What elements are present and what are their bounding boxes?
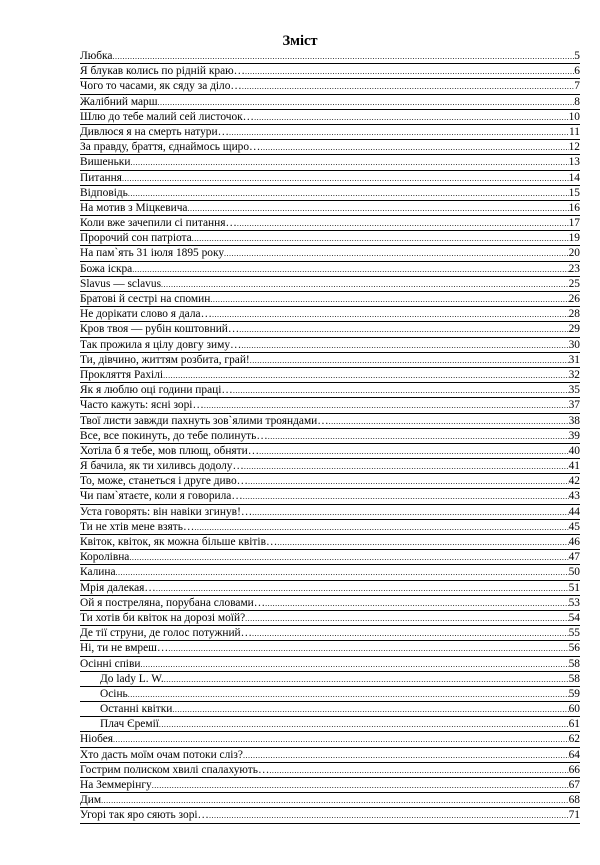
toc-entry-page-number: 20 [568, 247, 580, 260]
toc-entry [80, 550, 580, 565]
toc-entry-title: Хотіла б я тебе, мов плющ, обняти… [80, 444, 260, 457]
toc-entry [80, 383, 580, 398]
toc-entry-title: На Земмерінгу [80, 779, 152, 791]
toc-entry [80, 322, 580, 337]
toc-entry [80, 520, 580, 535]
toc-entry-page-number: 39 [568, 429, 580, 442]
toc-entry-page-number: 37 [568, 399, 580, 412]
toc-entry-page-number: 50 [568, 566, 580, 579]
toc-entry-page-number: 16 [568, 201, 580, 214]
dot-leader [172, 702, 568, 717]
toc-entry [80, 186, 580, 201]
toc-entry-title: То, може, станеться і друге диво… [80, 475, 249, 488]
dot-leader [130, 155, 568, 170]
toc-entry-title: Де тії струни, де голос потужний… [80, 627, 253, 640]
dot-leader [192, 231, 569, 246]
toc-entry [80, 414, 580, 429]
toc-entry [80, 763, 580, 778]
toc-entry-title: Питання [80, 171, 122, 184]
dot-leader [243, 489, 569, 504]
toc-entry-title: Так прожила я цілу довгу зиму… [80, 338, 242, 351]
dot-leader [161, 277, 569, 292]
toc-entry-page-number: 25 [568, 277, 580, 290]
toc-entry-title: Як я люблю оці години праці… [80, 384, 233, 397]
table-of-contents [80, 49, 580, 824]
toc-entry-page-number: 13 [568, 156, 580, 169]
toc-entry-title: Королівна [80, 551, 130, 564]
toc-entry-page-number: 58 [568, 672, 580, 685]
toc-entry-title: Ти хотів би квіток на дорозі моїй? [80, 611, 246, 624]
dot-leader [163, 368, 569, 383]
toc-entry-page-number: 55 [568, 627, 580, 640]
toc-entry [80, 277, 580, 292]
toc-entry [80, 641, 580, 656]
toc-entry [80, 626, 580, 641]
dot-leader [187, 201, 568, 216]
dot-leader [204, 398, 569, 413]
toc-entry [80, 702, 580, 717]
toc-entry-title: Чого то часами, як сяду за діло… [80, 80, 242, 93]
dot-leader [242, 79, 574, 94]
toc-entry-page-number: 30 [568, 338, 580, 351]
toc-entry [80, 657, 580, 672]
toc-entry [80, 338, 580, 353]
toc-entry-page-number: 29 [568, 323, 580, 336]
dot-leader [212, 307, 569, 322]
toc-entry-page-number: 5 [574, 50, 580, 62]
toc-entry-page-number: 54 [568, 611, 580, 624]
toc-entry-title: Жалібний марш [80, 95, 158, 108]
dot-leader [248, 474, 569, 489]
dot-leader [260, 140, 568, 155]
toc-entry [80, 368, 580, 383]
toc-entry-page-number: 10 [568, 110, 580, 123]
toc-entry-title: Осінні співи [80, 657, 141, 670]
toc-entry [80, 489, 580, 504]
toc-entry-title: Пророчий сон патріота [80, 232, 192, 245]
toc-entry-page-number: 67 [568, 779, 580, 791]
toc-entry-title: Гострим полиском хвилі спалахують… [80, 763, 270, 776]
toc-entry-title: Дивлюся я на смерть натури… [80, 125, 229, 138]
toc-entry [80, 808, 580, 823]
toc-entry [80, 140, 580, 155]
toc-entry [80, 201, 580, 216]
dot-leader [243, 748, 569, 763]
toc-entry-page-number: 8 [574, 95, 580, 108]
toc-entry [80, 262, 580, 277]
toc-entry [80, 687, 580, 702]
toc-entry [80, 748, 580, 763]
toc-entry-page-number: 62 [568, 733, 580, 746]
toc-entry-title: На мотив з Міцкевича [80, 201, 188, 214]
toc-entry-page-number: 68 [568, 794, 580, 807]
toc-entry-page-number: 71 [568, 809, 580, 822]
toc-entry-page-number: 31 [568, 353, 580, 366]
toc-entry [80, 216, 580, 231]
toc-entry [80, 793, 580, 808]
dot-leader [210, 292, 568, 307]
toc-entry-title: Ой я постреляна, порубана словами… [80, 596, 266, 609]
dot-leader [128, 687, 569, 702]
toc-entry [80, 581, 580, 596]
toc-entry-page-number: 11 [569, 125, 580, 138]
toc-entry-page-number: 44 [568, 505, 580, 518]
toc-entry-page-number: 66 [568, 763, 580, 776]
toc-entry-title: Твої листи завжди пахнуть зов`ялими трояндами… [80, 414, 329, 427]
toc-entry-page-number: 51 [568, 581, 580, 594]
toc-entry-title: Мрія далекая… [80, 581, 156, 594]
toc-entry-title: Часто кажуть: ясні зорі… [80, 399, 204, 412]
dot-leader [168, 641, 568, 656]
toc-entry-title: Прокляття Рахілі [80, 368, 164, 381]
dot-leader [224, 246, 569, 261]
toc-entry-page-number: 46 [568, 536, 580, 548]
dot-leader [159, 717, 569, 732]
toc-entry-title: До lady L. W. [100, 672, 164, 685]
toc-entry [80, 171, 580, 186]
dot-leader [229, 125, 569, 140]
toc-entry-page-number: 14 [568, 171, 580, 184]
toc-entry-page-number: 12 [568, 141, 580, 154]
toc-entry-page-number: 64 [568, 748, 580, 761]
toc-entry [80, 353, 580, 368]
dot-leader [237, 216, 569, 231]
toc-entry [80, 565, 580, 580]
toc-entry-page-number: 40 [568, 444, 580, 457]
toc-entry [80, 110, 580, 125]
toc-entry [80, 79, 580, 94]
dot-leader [254, 110, 569, 125]
dot-leader [116, 565, 569, 580]
dot-leader [245, 64, 574, 79]
toc-entry-title: Уста говорять: він навіки згинув!… [80, 505, 253, 518]
toc-entry [80, 155, 580, 170]
dot-leader [194, 520, 568, 535]
toc-entry-title: Коли вже зачепили сі питання… [80, 217, 237, 230]
dot-leader [239, 322, 568, 337]
dot-leader [122, 171, 569, 186]
toc-entry [80, 444, 580, 459]
toc-entry-title: Вишеньки [80, 156, 131, 169]
toc-entry-page-number: 47 [568, 551, 580, 564]
toc-entry-title: Не дорікати слово я дала… [80, 308, 212, 321]
toc-entry-page-number: 61 [568, 718, 580, 731]
dot-leader [268, 429, 569, 444]
toc-entry-title: Божа іскра [80, 262, 133, 275]
toc-entry-title: Ти, дівчино, життям розбита, грай! [80, 353, 250, 366]
toc-entry-title: Хто дасть моїм очам потоки сліз? [80, 748, 243, 761]
toc-entry [80, 778, 580, 793]
toc-entry-page-number: 45 [568, 520, 580, 533]
toc-entry-page-number: 23 [568, 262, 580, 275]
toc-entry [80, 246, 580, 261]
toc-entry-title: За правду, браття, єднаймось щиро… [80, 141, 261, 154]
dot-leader [250, 353, 569, 368]
toc-entry [80, 672, 580, 687]
toc-entry-title: Slavus — sclavus [80, 277, 161, 290]
toc-entry-title: Угорі так яро сяють зорі… [80, 809, 209, 822]
dot-leader [277, 535, 568, 550]
dot-leader [164, 672, 569, 687]
toc-entry [80, 429, 580, 444]
dot-leader [101, 793, 569, 808]
dot-leader [140, 657, 568, 672]
toc-entry-title: Осінь [100, 687, 128, 700]
toc-entry-title: Я блукав колись по рідній краю… [80, 65, 246, 78]
toc-entry-page-number: 28 [568, 308, 580, 321]
toc-entry-page-number: 56 [568, 642, 580, 655]
toc-entry-title: Калина [80, 566, 116, 579]
toc-entry-title: Любка [80, 50, 113, 62]
dot-leader [245, 611, 568, 626]
toc-entry [80, 459, 580, 474]
dot-leader [132, 262, 568, 277]
toc-entry-title: Відповідь [80, 186, 128, 199]
toc-entry [80, 535, 580, 550]
toc-entry [80, 49, 580, 64]
toc-entry [80, 474, 580, 489]
toc-entry-title: Дим [80, 794, 102, 807]
toc-entry-page-number: 15 [568, 186, 580, 199]
toc-entry-page-number: 59 [568, 687, 580, 700]
toc-entry-title: Все, все покинуть, до тебе полинуть… [80, 429, 268, 442]
dot-leader [113, 732, 569, 747]
toc-entry-page-number: 6 [574, 65, 580, 78]
dot-leader [252, 626, 569, 641]
toc-entry [80, 732, 580, 747]
toc-entry-title: Квіток, квіток, як можна більше квітів… [80, 536, 278, 548]
toc-entry-page-number: 42 [568, 475, 580, 488]
toc-entry-page-number: 7 [574, 80, 580, 93]
toc-entry-page-number: 60 [568, 703, 580, 716]
toc-entry-page-number: 19 [568, 232, 580, 245]
toc-entry [80, 398, 580, 413]
toc-entry-page-number: 32 [568, 368, 580, 381]
toc-entry [80, 611, 580, 626]
dot-leader [329, 414, 569, 429]
toc-entry-title: Шлю до тебе малий сей листочок… [80, 110, 255, 123]
dot-leader [209, 808, 569, 823]
toc-entry-page-number: 26 [568, 293, 580, 305]
toc-entry-title: Чи пам`ятаєте, коли я говорила… [80, 490, 243, 503]
toc-entry [80, 717, 580, 732]
dot-leader [244, 459, 569, 474]
toc-entry-page-number: 35 [568, 384, 580, 397]
toc-entry-title: На пам`ять 31 іюля 1895 року [80, 247, 225, 260]
toc-entry [80, 95, 580, 110]
toc-entry [80, 505, 580, 520]
toc-entry [80, 125, 580, 140]
toc-entry-title: Братові й сестрі на спомин [80, 293, 211, 305]
toc-entry [80, 596, 580, 611]
dot-leader [112, 49, 574, 64]
dot-leader [233, 383, 569, 398]
toc-entry-title: Я бачила, як ти хиливсь додолу… [80, 460, 244, 473]
toc-entry-page-number: 43 [568, 490, 580, 503]
dot-leader [252, 505, 568, 520]
dot-leader [158, 95, 575, 110]
toc-entry-title: Ніобея [80, 733, 114, 746]
page-title: Зміст [282, 33, 318, 49]
toc-entry-page-number: 58 [568, 657, 580, 670]
toc-entry-title: Останні квітки [100, 703, 173, 716]
dot-leader [129, 550, 568, 565]
toc-entry-page-number: 53 [568, 596, 580, 609]
dot-leader [128, 186, 569, 201]
toc-entry-title: Кров твоя — рубін коштовний… [80, 323, 240, 336]
dot-leader [156, 581, 569, 596]
toc-entry-title: Ні, ти не вмреш… [80, 642, 169, 655]
toc-entry [80, 292, 580, 307]
toc-entry-page-number: 38 [568, 414, 580, 427]
toc-entry [80, 307, 580, 322]
dot-leader [152, 778, 569, 793]
dot-leader [269, 763, 568, 778]
dot-leader [265, 596, 568, 611]
toc-entry [80, 231, 580, 246]
toc-entry-page-number: 17 [568, 217, 580, 230]
toc-entry [80, 64, 580, 79]
toc-entry-title: Плач Єремії [100, 718, 159, 731]
toc-entry-page-number: 41 [568, 460, 580, 473]
dot-leader [241, 338, 568, 353]
toc-entry-title: Ти не хтів мене взять… [80, 520, 195, 533]
dot-leader [259, 444, 568, 459]
